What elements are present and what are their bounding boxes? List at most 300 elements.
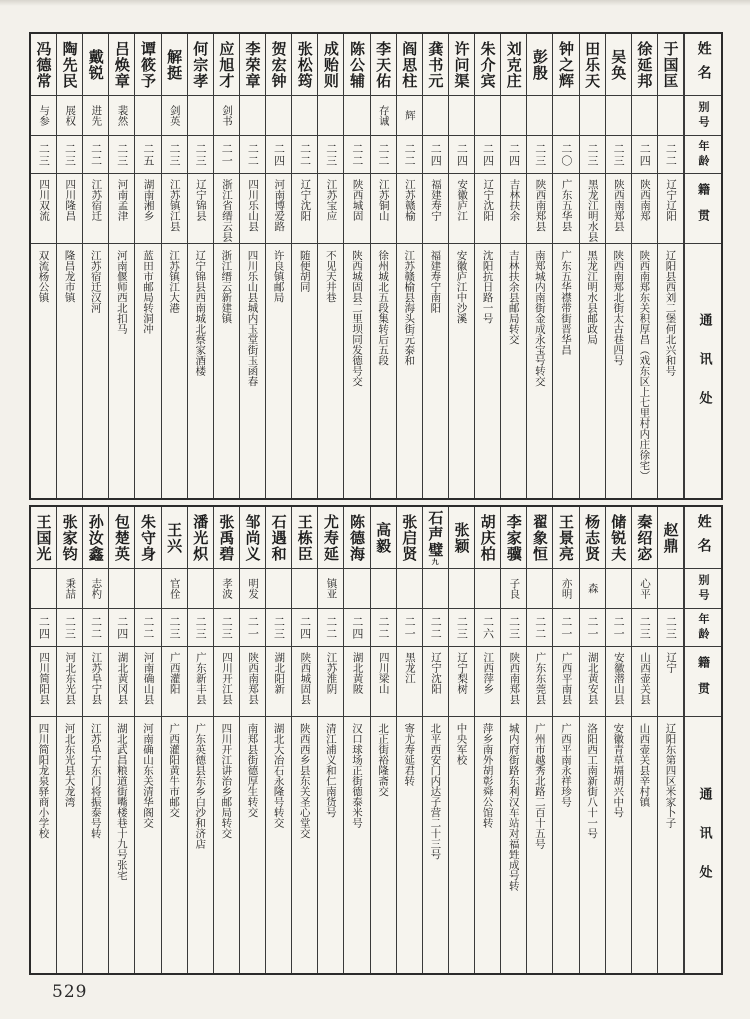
person-column: [371, 34, 397, 498]
person-column: [658, 34, 684, 498]
person-address-cell: 蓝田市邮局转洞冲: [141, 250, 154, 334]
person-address-cell: 南郑城内南街金成永宝号转交: [533, 250, 546, 387]
person-name-cell: [240, 507, 265, 569]
person-name-cell: [266, 34, 291, 96]
person-native-cell: 江苏铜山: [371, 174, 396, 244]
person-address-cell: 江苏赣榆县海头街元泰和: [403, 250, 416, 366]
person-address-cell: 河南确山东关清华阁交: [141, 723, 154, 828]
person-column: [162, 34, 188, 498]
person-name: 陈德海: [348, 513, 367, 562]
person-name: 高毅: [374, 521, 393, 554]
person-column: [57, 34, 83, 498]
person-alias-cell: [501, 96, 526, 136]
person-name-cell: [31, 34, 56, 96]
person-native-cell: 湖北阳新: [266, 647, 291, 717]
person-address-cell: 辽宁锦县西南城北蔡家酒楼: [194, 250, 207, 376]
person-column: [397, 34, 423, 498]
person-column: [475, 34, 501, 498]
person-name: 李家骥: [504, 513, 523, 562]
person-column: [109, 34, 135, 498]
person-column: [658, 507, 684, 973]
person-name: 陈公辅: [348, 40, 367, 89]
person-name: 邹尚义: [243, 513, 262, 562]
person-age-cell: 二二: [240, 136, 265, 174]
person-name-cell: [292, 34, 317, 96]
person-column: [266, 507, 292, 973]
person-age-cell: 二二: [344, 136, 369, 174]
person-name-cell: [475, 507, 500, 569]
person-column: [83, 34, 109, 498]
person-name-cell: [135, 34, 160, 96]
person-address-cell: 随便胡同: [298, 250, 311, 292]
person-name-cell: [606, 507, 631, 569]
person-age-cell: 二四: [423, 136, 448, 174]
person-native-cell: 黑龙江: [397, 647, 422, 717]
person-address-cell: 中央军校: [455, 723, 468, 765]
person-age-cell: 二四: [292, 609, 317, 647]
person-age-cell: 二三: [109, 136, 134, 174]
person-alias-cell: 展权: [57, 96, 82, 136]
person-alias-cell: [266, 96, 291, 136]
person-column: [266, 34, 292, 498]
person-native-cell: 辽宁沈阳: [475, 174, 500, 244]
person-name-cell: [57, 34, 82, 96]
person-native-cell: 江苏阜宁县: [83, 647, 108, 717]
person-age-cell: 二三: [162, 136, 187, 174]
person-address-cell: 河南偃师西北扣马: [115, 250, 128, 334]
person-column: [501, 507, 527, 973]
person-age-cell: 二四: [475, 136, 500, 174]
person-native-cell: 四川简阳县: [31, 647, 56, 717]
person-age-cell: 二六: [475, 609, 500, 647]
person-native-cell: 河北东光县: [57, 647, 82, 717]
person-name: 应旭才: [217, 40, 236, 89]
person-name: 冯德常: [34, 40, 53, 89]
person-column: [606, 507, 632, 973]
person-address-cell: 四川简阳龙泉驿商小学校: [37, 723, 50, 839]
person-name-cell: [371, 34, 396, 96]
person-address-cell: 寄尤寿延君转: [403, 723, 416, 786]
person-column: [292, 34, 318, 498]
person-age-cell: 二一: [606, 609, 631, 647]
person-name: 戴锐: [86, 48, 105, 81]
person-name: 翟象恒: [530, 513, 549, 562]
person-address-cell: 陕西南郑北街太古巷四号: [612, 250, 625, 366]
person-column: [344, 507, 370, 973]
person-column: [31, 34, 57, 498]
person-native-cell: 江苏宝应: [318, 174, 343, 244]
person-age-cell: 二二: [371, 609, 396, 647]
person-address-cell: 汉口球场正街德泰米号: [350, 723, 363, 828]
person-name: 朱介宾: [478, 40, 497, 89]
person-age-cell: 二三: [31, 136, 56, 174]
person-native-cell: 湖北黄安县: [580, 647, 605, 717]
person-native-cell: 河南孟津: [109, 174, 134, 244]
person-name: 孙汝鑫: [86, 513, 105, 562]
person-native-cell: 陕西南郑县: [240, 647, 265, 717]
person-native-cell: 辽宁沈阳: [423, 647, 448, 717]
person-name: 龚书元: [426, 40, 445, 89]
header-name-label: 姓名: [685, 34, 721, 96]
person-native-cell: 四川乐山县: [240, 174, 265, 244]
person-name-cell: [57, 507, 82, 569]
person-alias-cell: [292, 96, 317, 136]
person-name: 田乐天: [583, 40, 602, 89]
person-native-cell: 四川开江县: [214, 647, 239, 717]
header-name-label: 姓名: [685, 507, 721, 569]
person-name-cell: [501, 34, 526, 96]
person-address-cell: 吉林扶余县邮局转交: [507, 250, 520, 345]
person-column: [31, 507, 57, 973]
person-name: 李天佑: [374, 40, 393, 89]
person-age-cell: 二一: [553, 609, 578, 647]
person-name: 王国光: [34, 513, 53, 562]
person-address-cell: 广西平南永祥珍号: [559, 723, 572, 807]
person-native-cell: 广东东莞县: [527, 647, 552, 717]
person-address-cell: 浙江缙云新建镇: [220, 250, 233, 324]
person-name-cell: [83, 507, 108, 569]
person-native-cell: 辽宁沈阳: [292, 174, 317, 244]
person-name-cell: [214, 507, 239, 569]
person-native-cell: 四川双流: [31, 174, 56, 244]
person-address-cell: 沈阳抗日路一号: [481, 250, 494, 324]
person-native-cell: 辽宁辽阳: [658, 174, 683, 244]
person-native-cell: 河南确山县: [135, 647, 160, 717]
person-column: [632, 34, 658, 498]
person-alias-cell: 辉: [397, 96, 422, 136]
person-age-cell: 二四: [109, 609, 134, 647]
person-name-cell: [188, 507, 213, 569]
person-name: 何宗孝: [191, 40, 210, 89]
person-age-cell: 二四: [344, 609, 369, 647]
header-alias-label: 别号: [685, 569, 721, 609]
person-alias-cell: [632, 96, 657, 136]
person-native-cell: 广西灌阳: [162, 647, 187, 717]
person-address-cell: 城内府街路东利汉车站对福甡成号转: [507, 723, 520, 891]
person-name-cell: [580, 507, 605, 569]
person-age-cell: 二三: [501, 609, 526, 647]
person-address-cell: 江苏阜宁东门将振泰号转: [89, 723, 102, 839]
person-native-cell: 黑龙江明水县: [580, 174, 605, 244]
person-address-cell: 河北东光县大龙湾: [63, 723, 76, 807]
person-native-cell: 辽宁梨树: [449, 647, 474, 717]
person-column: [240, 507, 266, 973]
person-name: 王兴: [165, 521, 184, 554]
person-alias-cell: 剑书: [214, 96, 239, 136]
person-alias-cell: [423, 569, 448, 609]
person-address-cell: 隆昌龙市镇: [63, 250, 76, 303]
person-name-cell: [423, 507, 448, 569]
header-native-label: 籍贯: [685, 174, 721, 244]
person-native-cell: 湖北黄冈县: [109, 647, 134, 717]
person-name-cell: [292, 507, 317, 569]
person-alias-cell: [658, 96, 683, 136]
person-age-cell: 二二: [371, 136, 396, 174]
person-address-cell: 江苏镇江大港: [168, 250, 181, 313]
person-column: [475, 507, 501, 973]
person-name-cell: [501, 507, 526, 569]
person-age-cell: 二四: [31, 609, 56, 647]
person-age-cell: 二一: [397, 609, 422, 647]
person-native-cell: 山西壶关县: [632, 647, 657, 717]
person-column: [57, 507, 83, 973]
person-age-cell: 二四: [632, 136, 657, 174]
person-name-cell: [162, 507, 187, 569]
person-name-cell: [475, 34, 500, 96]
person-native-cell: 浙江省缙云县: [214, 174, 239, 244]
person-name: 成贻则: [321, 40, 340, 89]
person-column: [240, 34, 266, 498]
person-address-cell: 四川开江讲治乡邮局转交: [220, 723, 233, 839]
person-native-cell: 辽宁: [658, 647, 683, 717]
person-column: [527, 34, 553, 498]
person-age-cell: 二一: [580, 609, 605, 647]
person-alias-cell: 存诚: [371, 96, 396, 136]
person-alias-cell: [188, 569, 213, 609]
person-native-cell: 河南博爱路: [266, 174, 291, 244]
page-number: 529: [52, 982, 88, 1002]
person-column: [449, 34, 475, 498]
header-address-label: 通讯处: [696, 786, 712, 904]
person-name-note: 九: [431, 558, 441, 565]
person-age-cell: 二二: [318, 609, 343, 647]
person-alias-cell: [423, 96, 448, 136]
person-native-cell: 湖北黄陂: [344, 647, 369, 717]
person-column: [214, 507, 240, 973]
person-native-cell: 江苏淮阴: [318, 647, 343, 717]
person-alias-cell: [397, 569, 422, 609]
header-address-label: 通讯处: [696, 312, 712, 430]
person-address-cell: 许良镇邮局: [272, 250, 285, 303]
person-name-cell: [658, 34, 683, 96]
person-column: [135, 34, 161, 498]
person-name-cell: [344, 507, 369, 569]
person-column: [318, 34, 344, 498]
person-name-cell: [553, 34, 578, 96]
person-name-cell: [632, 507, 657, 569]
person-age-cell: 二二: [83, 136, 108, 174]
person-alias-cell: [371, 569, 396, 609]
person-native-cell: 陕西城固: [344, 174, 369, 244]
person-name-cell: [109, 507, 134, 569]
person-alias-cell: [344, 96, 369, 136]
person-column: [292, 507, 318, 973]
person-alias-cell: [475, 96, 500, 136]
person-column: [423, 34, 449, 498]
person-age-cell: 二二: [423, 609, 448, 647]
person-age-cell: 二二: [292, 136, 317, 174]
person-alias-cell: 镇亚: [318, 569, 343, 609]
person-alias-cell: [580, 96, 605, 136]
person-age-cell: 二三: [606, 136, 631, 174]
person-alias-cell: 森: [580, 569, 605, 609]
person-address-cell: 江苏宿迁汉河: [89, 250, 102, 313]
person-age-cell: 二三: [318, 136, 343, 174]
person-alias-cell: 子良: [501, 569, 526, 609]
person-age-cell: 二三: [580, 136, 605, 174]
person-age-cell: 二二: [135, 609, 160, 647]
header-column: [684, 507, 721, 973]
person-alias-cell: [109, 569, 134, 609]
person-address-cell: 辽阳东第四区米家卜子: [664, 723, 677, 828]
person-native-cell: 江苏宿迁: [83, 174, 108, 244]
person-name-cell: [371, 507, 396, 569]
person-age-cell: 二四: [449, 136, 474, 174]
person-address-cell: 广州市越秀北路二百十五号: [533, 723, 546, 849]
person-column: [371, 507, 397, 973]
person-alias-cell: [606, 569, 631, 609]
person-name-cell: [344, 34, 369, 96]
person-native-cell: 吉林扶余: [501, 174, 526, 244]
person-name: 杨志贤: [583, 513, 602, 562]
person-name: 张松筠: [295, 40, 314, 89]
person-column: [188, 507, 214, 973]
person-native-cell: 陕西南郑县: [527, 174, 552, 244]
person-alias-cell: 亦明: [553, 569, 578, 609]
person-native-cell: 四川隆昌: [57, 174, 82, 244]
person-age-cell: 二三: [658, 609, 683, 647]
person-age-cell: 二二: [527, 609, 552, 647]
person-address-cell: 不见天井巷: [324, 250, 337, 303]
person-name: 王栋臣: [295, 513, 314, 562]
person-age-cell: 二三: [57, 136, 82, 174]
person-name: 秦绍宓: [635, 513, 654, 562]
person-alias-cell: [449, 569, 474, 609]
person-name: 尤寿延: [321, 513, 340, 562]
person-address-cell: 陕西西乡县东关圣心堂交: [298, 723, 311, 839]
person-address-cell: 四川乐山县城内玉堂街玉函春: [246, 250, 259, 387]
person-column: [423, 507, 449, 973]
person-address-cell: 双流杨公镇: [37, 250, 50, 303]
person-native-cell: 湖南湘乡: [135, 174, 160, 244]
person-name: 吕焕章: [112, 40, 131, 89]
person-column: [501, 34, 527, 498]
person-name: 陶先民: [60, 40, 79, 89]
person-alias-cell: [475, 569, 500, 609]
person-name: 彭殷: [530, 48, 549, 81]
person-age-cell: 二三: [632, 609, 657, 647]
person-age-cell: 二三: [527, 136, 552, 174]
person-alias-cell: [449, 96, 474, 136]
person-native-cell: 陕西城固县: [292, 647, 317, 717]
person-column: [135, 507, 161, 973]
person-alias-cell: [292, 569, 317, 609]
person-name: 谭筱予: [139, 40, 158, 89]
header-age-label: 年龄: [685, 609, 721, 647]
person-column: [83, 507, 109, 973]
person-native-cell: 安徽庐江: [449, 174, 474, 244]
person-address-cell: 南郑县街德厚生转交: [246, 723, 259, 818]
person-alias-cell: [318, 96, 343, 136]
person-column: [449, 507, 475, 973]
person-age-cell: 二二: [658, 136, 683, 174]
person-alias-cell: 进先: [83, 96, 108, 136]
person-name: 钟之辉: [557, 40, 576, 89]
person-alias-cell: [527, 96, 552, 136]
person-address-cell: 徐州城北五段集转后五段: [377, 250, 390, 366]
person-address-cell: 广东五华襟带街晋华昌: [559, 250, 572, 355]
person-name-cell: [240, 34, 265, 96]
person-name-cell: [632, 34, 657, 96]
person-name: 许问渠: [452, 40, 471, 89]
person-address-cell: 陕西城固县二里坝同发德号交: [350, 250, 363, 387]
person-native-cell: 陕西南郑县: [501, 647, 526, 717]
person-address-cell: 北正街裕隆斋交: [377, 723, 390, 797]
person-name: 赵鼎: [661, 521, 680, 554]
person-address-cell: 广西灌阳黄牛市邮交: [168, 723, 181, 818]
person-name-cell: [606, 34, 631, 96]
person-native-cell: 陕西南郑: [632, 174, 657, 244]
person-name: 解挺: [165, 48, 184, 81]
person-column: [606, 34, 632, 498]
person-alias-cell: 孝波: [214, 569, 239, 609]
person-alias-cell: 秉喆: [57, 569, 82, 609]
person-age-cell: 二三: [214, 609, 239, 647]
scan-edge-shadow: [0, 0, 750, 6]
person-column: [188, 34, 214, 498]
person-age-cell: 二五: [135, 136, 160, 174]
person-column: [580, 507, 606, 973]
person-name-cell: [266, 507, 291, 569]
person-name: 徐延邦: [635, 40, 654, 89]
person-age-cell: 二〇: [553, 136, 578, 174]
person-address-cell: 山西壶关县辛村镇: [638, 723, 651, 807]
person-alias-cell: [135, 96, 160, 136]
person-native-cell: 江苏镇江县: [162, 174, 187, 244]
person-native-cell: 四川梁山: [371, 647, 396, 717]
person-name-cell: [188, 34, 213, 96]
person-address-cell: 黑龙江明水县邮政局: [586, 250, 599, 345]
person-native-cell: 福建寿宁: [423, 174, 448, 244]
person-native-cell: 江西萍乡: [475, 647, 500, 717]
person-column: [162, 507, 188, 973]
person-name: 阎思柱: [400, 40, 419, 89]
person-native-cell: 广东五华县: [553, 174, 578, 244]
person-alias-cell: 心平: [632, 569, 657, 609]
person-alias-cell: 与参: [31, 96, 56, 136]
person-address-cell: 福建寿宁南阳: [429, 250, 442, 313]
person-address-cell: 辽阳县西刘二堡何北兴和号: [664, 250, 677, 376]
person-column: [553, 507, 579, 973]
person-native-cell: 陕西南郑县: [606, 174, 631, 244]
person-name: 潘光炽: [191, 513, 210, 562]
person-age-cell: 二二: [83, 609, 108, 647]
person-name: 刘克庄: [504, 40, 523, 89]
person-address-cell: 安徽青草塥胡兴中号: [612, 723, 625, 818]
person-name: 朱守身: [139, 513, 158, 562]
person-name: 石声璧: [426, 510, 445, 558]
person-name: 于国匡: [661, 40, 680, 89]
person-native-cell: 安徽潜山县: [606, 647, 631, 717]
person-name-cell: [527, 34, 552, 96]
person-alias-cell: [344, 569, 369, 609]
person-name-cell: [397, 34, 422, 96]
person-age-cell: 二一: [240, 609, 265, 647]
person-name-cell: [658, 507, 683, 569]
person-name: 石遇和: [269, 513, 288, 562]
person-column: [553, 34, 579, 498]
person-name: 张家钧: [60, 513, 79, 562]
person-name-cell: [318, 507, 343, 569]
person-age-cell: 二三: [188, 609, 213, 647]
person-age-cell: 二四: [501, 136, 526, 174]
person-alias-cell: 志杓: [83, 569, 108, 609]
person-name-cell: [553, 507, 578, 569]
person-name: 张禹碧: [217, 513, 236, 562]
person-name-cell: [423, 34, 448, 96]
person-age-cell: 二三: [449, 609, 474, 647]
person-name: 王景亮: [557, 513, 576, 562]
